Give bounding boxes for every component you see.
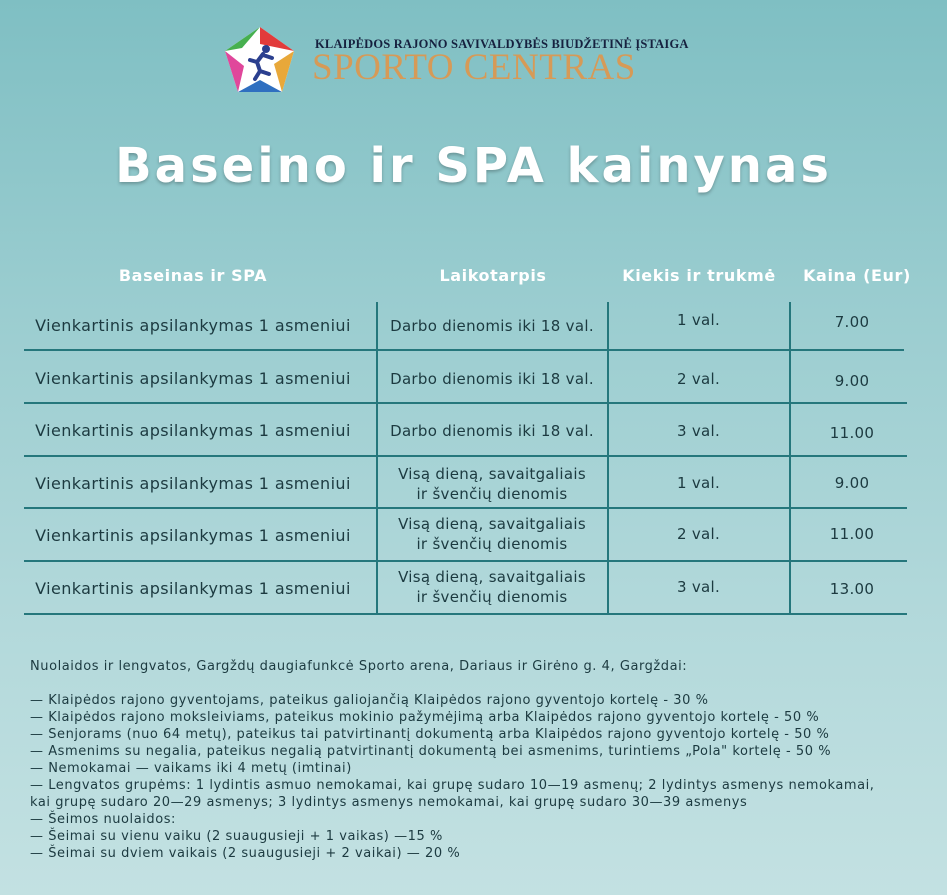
- organization-line: KLAIPĖDOS RAJONO SAVIVALDYBĖS BIUDŽETINĖ ĮSTAIGA: [315, 37, 689, 51]
- period-line: ir švenčių dienomis: [416, 587, 568, 606]
- period-line: Darbo dienomis iki 18 val.: [390, 316, 594, 335]
- period-cell: [377, 407, 607, 454]
- notes-line: — Šeimai su vienu vaiku (2 suaugusieji + 1 vaikas) —15 %: [30, 829, 443, 844]
- notes-line: kai grupę sudaro 20—29 asmenys; 3 lydintys asmenys nemokamai, kai grupę sudaro 30—39 asmenys: [30, 795, 748, 810]
- period-cell: [377, 510, 607, 557]
- service-cell: Vienkartinis apsilankymas 1 asmeniui: [35, 420, 351, 440]
- duration-cell: 1 val.: [676, 310, 721, 329]
- brand-name: SPORTO CENTRAS: [312, 47, 636, 88]
- service-cell: Vienkartinis apsilankymas 1 asmeniui: [35, 525, 351, 545]
- duration-cell: 1 val.: [676, 473, 721, 492]
- column-header-price: Kaina (Eur): [803, 266, 911, 285]
- service-cell: Vienkartinis apsilankymas 1 asmeniui: [35, 473, 351, 493]
- period-line: Visą dieną, savaitgaliais: [398, 514, 586, 533]
- notes-line: — Klaipėdos rajono gyventojams, pateikus galiojančią Klaipėdos rajono gyventojo kortelę - 30 %: [30, 693, 709, 708]
- period-line: Visą dieną, savaitgaliais: [398, 464, 586, 483]
- row-divider: [24, 613, 907, 615]
- period-line: Darbo dienomis iki 18 val.: [390, 369, 594, 388]
- price-cell: 9.00: [834, 473, 870, 492]
- notes-line: — Lengvatos grupėms: 1 lydintis asmuo nemokamai, kai grupę sudaro 10—19 asmenų; 2 lydintys asmenys nemokamai,: [30, 778, 875, 793]
- period-cell: [377, 355, 607, 402]
- notes-line: — Šeimai su dviem vaikais (2 suaugusieji + 2 vaikai) — 20 %: [30, 846, 461, 861]
- period-cell: [377, 460, 607, 507]
- row-divider: [24, 402, 907, 404]
- notes-line: — Nemokamai — vaikams iki 4 metų (imtinai): [30, 761, 352, 776]
- period-cell: [377, 302, 607, 349]
- row-divider: [24, 507, 907, 509]
- price-cell: 7.00: [834, 312, 870, 331]
- row-divider: [24, 349, 904, 351]
- price-cell: 11.00: [829, 524, 875, 543]
- column-header-duration: Kiekis ir trukmė: [622, 266, 776, 285]
- price-cell: 13.00: [829, 579, 875, 598]
- header: [222, 24, 702, 96]
- period-cell: [377, 563, 607, 610]
- duration-cell: 2 val.: [676, 524, 721, 543]
- runner-pentagon-logo-icon: [222, 24, 298, 96]
- row-divider: [24, 455, 907, 457]
- period-line: Darbo dienomis iki 18 val.: [390, 421, 594, 440]
- price-cell: 11.00: [829, 423, 875, 442]
- discounts-notes: [30, 658, 930, 862]
- price-cell: 9.00: [834, 371, 870, 390]
- column-header-service: Baseinas ir SPA: [118, 266, 268, 285]
- service-cell: Vienkartinis apsilankymas 1 asmeniui: [35, 368, 351, 388]
- period-line: ir švenčių dienomis: [416, 484, 568, 503]
- period-line: Visą dieną, savaitgaliais: [398, 567, 586, 586]
- service-cell: Vienkartinis apsilankymas 1 asmeniui: [35, 578, 351, 598]
- notes-intro: Nuolaidos ir lengvatos, Gargždų daugiafunkcė Sporto arena, Dariaus ir Girėno g. 4, Gargždai:: [30, 659, 688, 674]
- notes-line: — Klaipėdos rajono moksleiviams, pateikus mokinio pažymėjimą arba Klaipėdos rajono gyventojo kortelę - 50 %: [30, 710, 820, 725]
- duration-cell: 3 val.: [676, 577, 721, 596]
- duration-cell: 3 val.: [676, 421, 721, 440]
- period-line: ir švenčių dienomis: [416, 534, 568, 553]
- row-divider: [24, 560, 907, 562]
- notes-line: — Asmenims su negalia, pateikus negalią patvirtinantį dokumentą bei asmenims, turintiems „Pola" kortelę - 50 %: [30, 744, 832, 759]
- notes-line: — Senjorams (nuo 64 metų), pateikus tai patvirtinantį dokumentą arba Klaipėdos rajono gyventojo kortelę - 50 %: [30, 727, 830, 742]
- notes-line: — Šeimos nuolaidos:: [30, 812, 176, 827]
- service-cell: Vienkartinis apsilankymas 1 asmeniui: [35, 315, 351, 335]
- page-title: Baseino ir SPA kainynas: [115, 138, 832, 194]
- duration-cell: 2 val.: [676, 369, 721, 388]
- column-header-period: Laikotarpis: [439, 266, 547, 285]
